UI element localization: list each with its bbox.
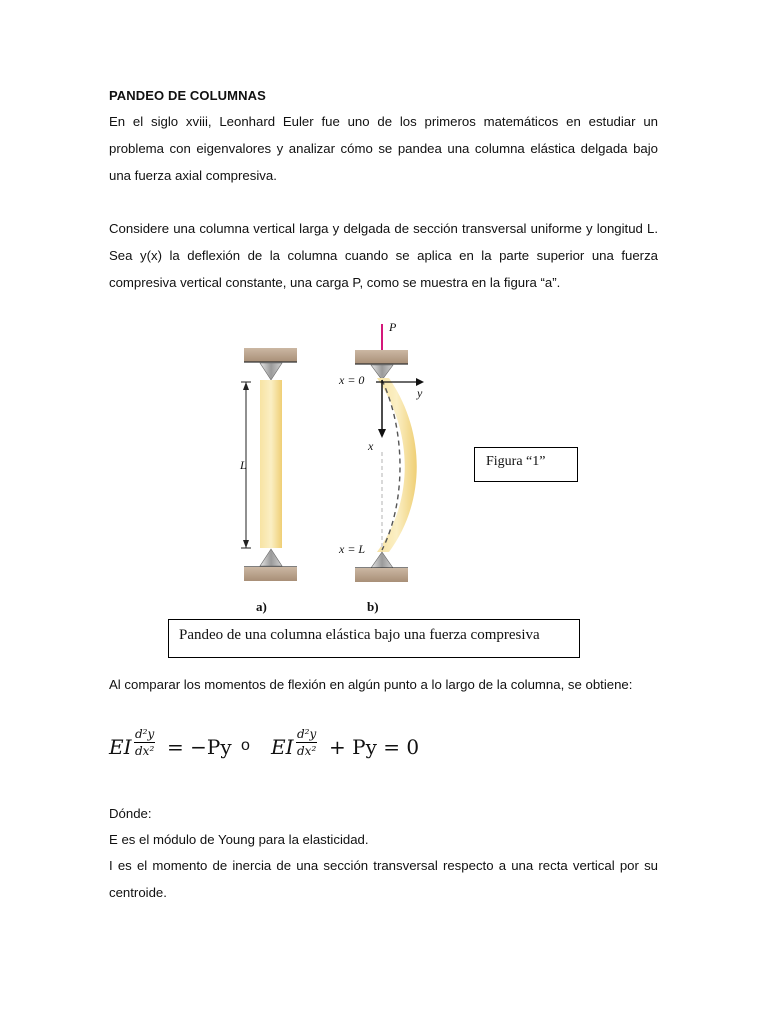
buckling-equation bbox=[109, 723, 429, 773]
panel-b-label: b) bbox=[367, 599, 379, 614]
equation-rhs-1: = −Py bbox=[167, 735, 232, 759]
document-heading: PANDEO DE COLUMNAS bbox=[109, 88, 266, 103]
equation-fraction-1 bbox=[134, 727, 155, 758]
figure-tag-box bbox=[474, 447, 578, 482]
equation-fraction-2 bbox=[296, 727, 317, 758]
equation-connector: o bbox=[241, 737, 250, 754]
definition-i: I es el momento de inercia de una sección transversal respecto a una recta vertical por su centroide. bbox=[109, 858, 658, 900]
panel-b-drawing bbox=[355, 324, 424, 582]
definition-e: E es el módulo de Young para la elasticidad. bbox=[109, 832, 369, 847]
figure-caption-box bbox=[168, 619, 580, 658]
panel-a-label: a) bbox=[256, 599, 267, 614]
definitions-title: Dónde: bbox=[109, 806, 152, 821]
equation-denominator-1: dx² bbox=[135, 744, 155, 758]
equation-rhs-2: + Py = 0 bbox=[329, 735, 420, 759]
paragraph-column-description: Considere una columna vertical larga y delgada de sección transversal uniforme y longitud L. Sea y(x) la deflexión de la columna cuando se aplica en la parte superior una fuerza compresiva vertical constante, una carga P, como se muestra en la figura “a”. bbox=[109, 221, 658, 290]
equation-lhs-2: EI bbox=[271, 735, 294, 759]
bottom-position-label: x = L bbox=[339, 542, 366, 556]
equation-numerator-1: d²y bbox=[135, 727, 155, 741]
equation-lhs-1: EI bbox=[109, 735, 132, 759]
figure-caption: Pandeo de una columna elástica bajo una fuerza compresiva bbox=[179, 627, 540, 643]
length-label: L bbox=[240, 458, 247, 472]
top-position-label: x = 0 bbox=[339, 373, 365, 387]
load-label: P bbox=[389, 320, 397, 334]
equation-denominator-2: dx² bbox=[297, 744, 317, 758]
x-axis-label: x bbox=[368, 439, 374, 453]
panel-a-drawing bbox=[241, 348, 297, 581]
equation-numerator-2: d²y bbox=[297, 727, 317, 741]
y-axis-label: y bbox=[417, 386, 423, 400]
column-buckling-figure bbox=[236, 312, 436, 617]
figure-tag: Figura “1” bbox=[486, 454, 546, 469]
paragraph-euler: En el siglo xviii, Leonhard Euler fue uno de los primeros matemáticos en estudiar un problema con eigenvalores y analizar cómo se pandea una columna elástica delgada bajo una fuerza axial compresiva. bbox=[109, 114, 658, 183]
paragraph-bending-moments: Al comparar los momentos de flexión en algún punto a lo largo de la columna, se obtiene: bbox=[109, 677, 633, 692]
